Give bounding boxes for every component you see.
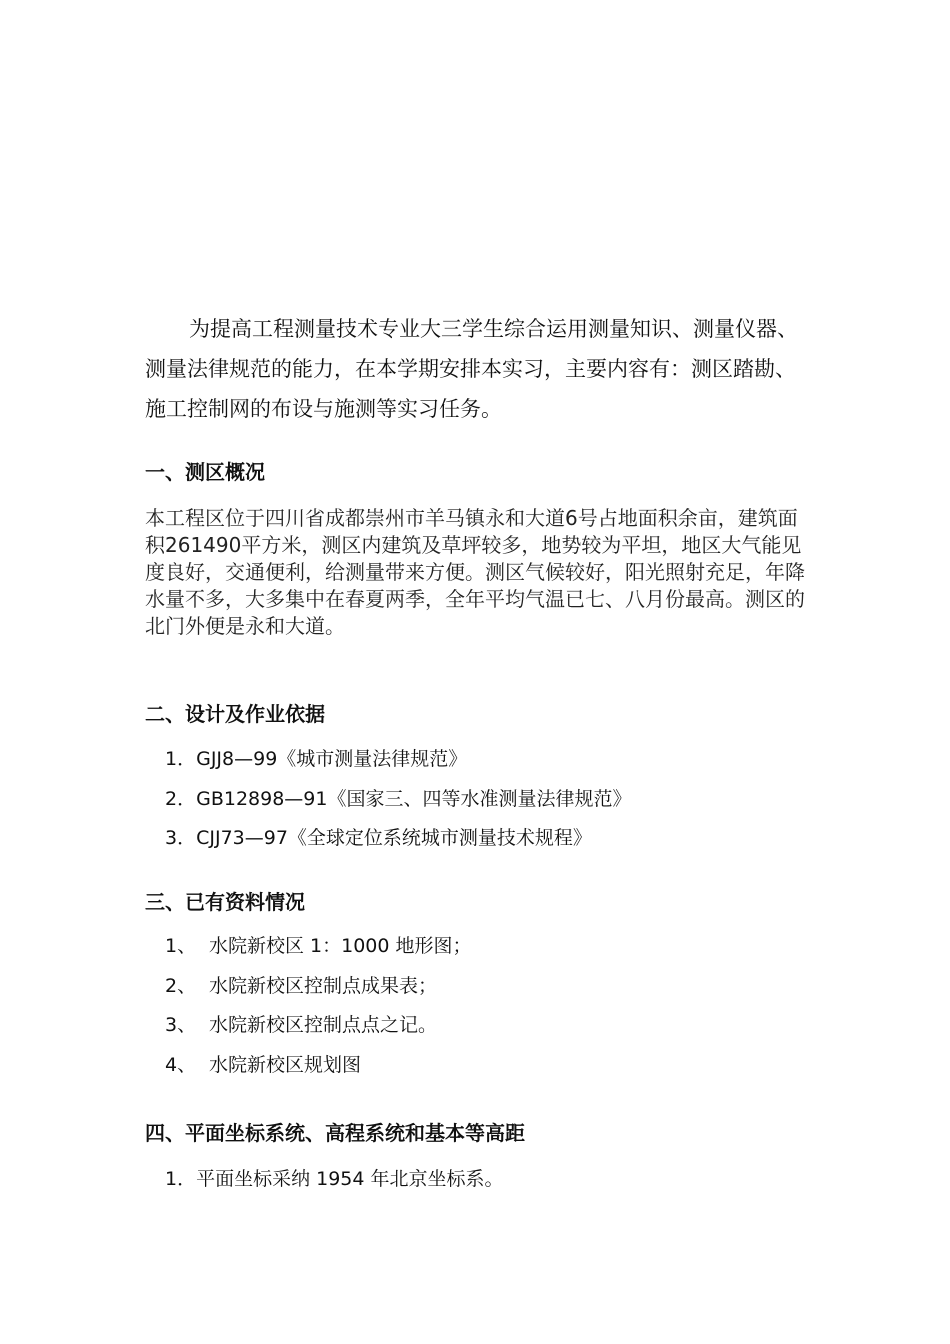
list-item xyxy=(165,744,631,784)
list-item xyxy=(165,1164,504,1204)
list-item-text: GJJ8—99《城市测量法律规范》 xyxy=(196,748,468,770)
list-item-text: 水院新校区 1：1000 地形图； xyxy=(209,935,472,957)
list-item-number: 3． xyxy=(165,827,197,849)
list-item xyxy=(165,1050,472,1090)
list-item-number: 1． xyxy=(165,748,197,770)
list-item xyxy=(165,784,631,824)
list-item-number: 4、 xyxy=(165,1053,197,1076)
list-item-text: 平面坐标采纳 1954 年北京坐标系。 xyxy=(196,1168,504,1190)
list-item-text: 水院新校区控制点成果表； xyxy=(209,974,438,997)
existing-materials-list xyxy=(165,931,472,1089)
list-item-text: 水院新校区规划图 xyxy=(209,1053,362,1076)
list-item-text: CJJ73—97《全球定位系统城市测量技术规程》 xyxy=(196,827,592,849)
list-item-text: 水院新校区控制点点之记。 xyxy=(209,1014,438,1036)
section-heading-coordinate-systems: 四、平面坐标系统、高程系统和基本等高距 xyxy=(145,1121,525,1145)
section-heading-design-basis: 二、设计及作业依据 xyxy=(145,702,325,726)
section-heading-existing-materials: 三、已有资料情况 xyxy=(145,890,305,914)
list-item-number: 1、 xyxy=(165,935,197,957)
list-item-text: GB12898—91《国家三、四等水准测量法律规范》 xyxy=(196,787,632,810)
list-item-number: 2． xyxy=(165,787,197,810)
list-item-number: 1． xyxy=(165,1168,197,1190)
list-item xyxy=(165,1010,472,1050)
list-item xyxy=(165,823,631,863)
intro-paragraph: 为提高工程测量技术专业大三学生综合运用测量知识、测量仪器、测量法律规范的能力，在本学期安排本实习，主要内容有：测区踏勘、施工控制网的布设与施测等实习任务。 xyxy=(145,317,798,421)
section-heading-survey-overview: 一、测区概况 xyxy=(145,460,265,484)
list-item xyxy=(165,971,472,1011)
design-basis-list xyxy=(165,744,631,863)
survey-overview-paragraph: 本工程区位于四川省成都崇州市羊马镇永和大道6号占地面积余亩，建筑面积261490平方米，测区内建筑及草坪较多，地势较为平坦，地区大气能见度良好，交通便利，给测量带来方便。测区气候较好，阳光照射充足，年降水量不多，大多集中在春夏两季，全年平均气温已七、八月份最高。测区的北门外便是永和大道。 xyxy=(145,506,805,638)
coordinate-systems-list xyxy=(165,1164,504,1204)
list-item-number: 2、 xyxy=(165,974,197,997)
list-item-number: 3、 xyxy=(165,1014,197,1036)
list-item xyxy=(165,931,472,971)
